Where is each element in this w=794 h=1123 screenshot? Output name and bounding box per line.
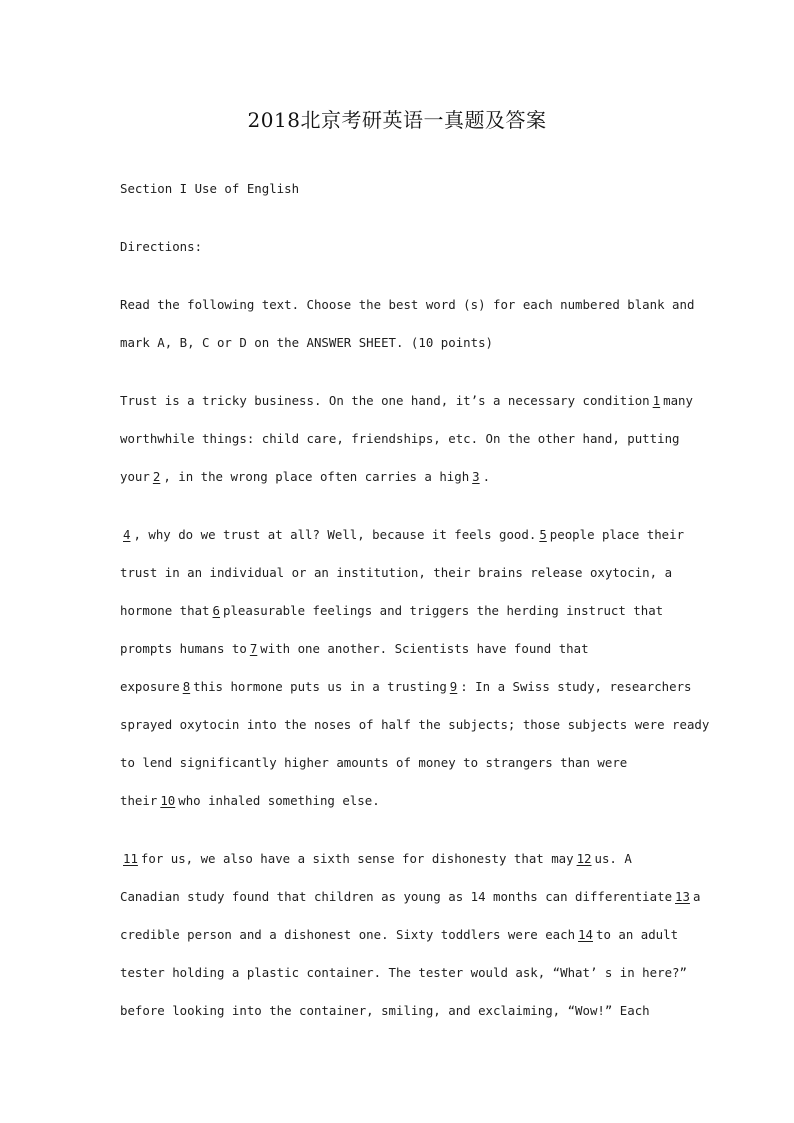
text-run: who inhaled something else.	[178, 793, 380, 808]
numbered-blank: 6	[212, 603, 220, 618]
text-run: this hormone puts us in a trusting	[193, 679, 447, 694]
text-run: with one another. Scientists have found that	[260, 641, 589, 656]
text-run: tester holding a plastic container. The tester would ask, “What’ s in here?”	[120, 965, 687, 980]
text-run: worthwhile things: child care, friendships, etc. On the other hand, putting	[120, 431, 680, 446]
document-title: 2018北京考研英语一真题及答案	[247, 108, 547, 132]
text-run: exposure	[120, 679, 180, 694]
text-line	[120, 592, 680, 630]
numbered-blank: 2	[152, 469, 161, 484]
text-run: us. A	[594, 851, 632, 866]
text-run: many	[663, 393, 693, 408]
text-line	[120, 782, 680, 820]
text-line	[120, 878, 701, 916]
text-line	[120, 554, 680, 592]
text-line	[120, 516, 685, 554]
numbered-blank: 11	[123, 851, 138, 866]
paragraph-3	[120, 840, 701, 1030]
text-run: Trust is a tricky business. On the one hand, it’s a necessary condition	[120, 393, 650, 408]
text-run: to lend significantly higher amounts of money to strangers than were	[120, 755, 628, 770]
text-run: , why do we trust at all? Well, because it feels good.	[133, 527, 537, 542]
directions-line: Read the following text. Choose the best word (s) for each numbered blank and	[120, 297, 695, 312]
numbered-blank: 3	[472, 469, 480, 484]
text-run: to an adult	[595, 927, 679, 942]
directions-text	[120, 286, 695, 362]
text-run: , in the wrong place often carries a high	[163, 469, 470, 484]
text-run: : In a Swiss study, researchers	[460, 679, 692, 694]
text-run: sprayed oxytocin into the noses of half the subjects; those subjects were ready	[120, 717, 710, 732]
text-line	[120, 992, 680, 1030]
text-run: .	[482, 469, 491, 484]
text-run: their	[120, 793, 158, 808]
text-run: a	[692, 889, 701, 904]
text-line	[120, 744, 680, 782]
text-run: Canadian study found that children as young as 14 months can differentiate	[120, 889, 673, 904]
text-line	[120, 420, 680, 458]
text-line	[120, 630, 680, 668]
numbered-blank: 14	[578, 927, 593, 942]
numbered-blank: 13	[675, 889, 690, 904]
text-line	[120, 916, 680, 954]
text-run: for us, we also have a sixth sense for dishonesty that may	[140, 851, 574, 866]
numbered-blank: 9	[449, 679, 458, 694]
text-run: pleasurable feelings and triggers the herding instruct that	[223, 603, 664, 618]
paragraph-1	[120, 382, 693, 496]
text-run: your	[120, 469, 150, 484]
numbered-blank: 1	[652, 393, 661, 408]
numbered-blank: 12	[576, 851, 592, 866]
numbered-blank: 7	[249, 641, 258, 656]
numbered-blank: 8	[182, 679, 191, 694]
numbered-blank: 5	[539, 527, 547, 542]
text-line	[120, 954, 687, 992]
paragraph-2	[120, 516, 710, 820]
text-run: credible person and a dishonest one. Sixty toddlers were each	[120, 927, 576, 942]
text-run: trust in an individual or an institution, their brains release oxytocin, a	[120, 565, 673, 580]
section-heading: Section I Use of English	[120, 181, 300, 196]
text-line	[120, 706, 710, 744]
text-run: hormone that	[120, 603, 210, 618]
text-line	[120, 840, 680, 878]
directions-label: Directions:	[120, 239, 203, 254]
directions-line: mark A, B, C or D on the ANSWER SHEET. (10 points)	[120, 335, 493, 350]
text-run: prompts humans to	[120, 641, 247, 656]
text-run: people place their	[549, 527, 685, 542]
text-line	[120, 668, 692, 706]
directions-block	[120, 228, 680, 266]
text-line	[120, 458, 680, 496]
numbered-blank: 10	[160, 793, 176, 808]
section-heading-block	[120, 170, 680, 208]
numbered-blank: 4	[123, 527, 131, 542]
text-line	[120, 382, 693, 420]
text-run: before looking into the container, smiling, and exclaiming, “Wow!” Each	[120, 1003, 650, 1018]
